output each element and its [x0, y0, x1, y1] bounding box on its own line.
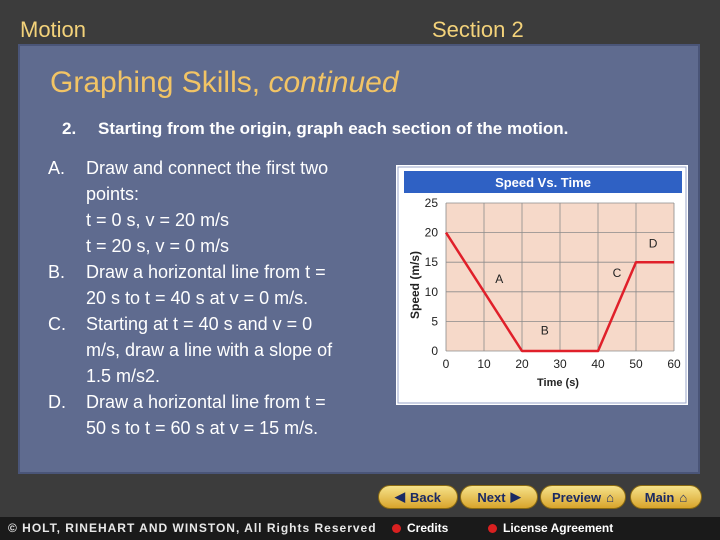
x-tick-label: 20 — [515, 357, 529, 371]
home-icon: ⌂ — [606, 489, 614, 505]
step-line: 20 s to t = 40 s at v = 0 m/s. — [86, 288, 309, 308]
x-tick-label: 50 — [629, 357, 643, 371]
step-line: t = 20 s, v = 0 m/s — [86, 236, 230, 256]
main-button[interactable] — [630, 485, 702, 509]
step-letter: C. — [48, 314, 66, 334]
arrow-right-icon: ▶ — [510, 489, 521, 504]
section-label: Section 2 — [432, 17, 524, 42]
step-a — [48, 155, 378, 259]
main-label: Main — [644, 489, 675, 505]
title-main: Graphing Skills, — [50, 66, 261, 99]
title-continued: continued — [268, 66, 399, 99]
x-tick-label: 0 — [442, 357, 450, 371]
step-line: m/s, draw a line with a slope of — [86, 340, 333, 360]
instruction-text: Starting from the origin, graph each section of the motion. — [98, 119, 569, 138]
y-axis-label: Speed (m/s) — [408, 250, 422, 320]
chart-title: Speed Vs. Time — [495, 175, 591, 190]
back-button[interactable] — [378, 485, 458, 509]
step-line: t = 0 s, v = 20 m/s — [86, 210, 230, 230]
section-label: B — [540, 323, 549, 338]
step-d — [48, 389, 378, 441]
slide-title — [50, 66, 399, 100]
y-tick-label: 15 — [424, 255, 438, 270]
arrow-left-icon: ◀ — [394, 489, 405, 504]
license-label: License Agreement — [503, 521, 614, 535]
next-label: Next — [477, 489, 506, 505]
next-button[interactable] — [460, 485, 538, 509]
copyright-text: © HOLT, RINEHART AND WINSTON, All Rights Reserved — [8, 521, 377, 535]
chapter-label: Motion — [20, 17, 87, 42]
chart-svg — [396, 165, 688, 405]
y-tick-label: 10 — [424, 284, 438, 299]
steps-list — [48, 155, 378, 441]
x-tick-label: 30 — [553, 357, 567, 371]
x-tick-label: 10 — [477, 357, 491, 371]
y-tick-label: 20 — [424, 225, 438, 240]
step-line: Draw and connect the first two — [86, 158, 329, 178]
y-tick-label: 5 — [431, 314, 438, 329]
step-line: 50 s to t = 60 s at v = 15 m/s. — [86, 418, 319, 438]
step-letter: D. — [48, 392, 66, 412]
bullet-icon — [488, 524, 497, 533]
step-letter: A. — [48, 158, 66, 178]
preview-label: Preview — [551, 489, 602, 505]
back-label: Back — [409, 489, 442, 505]
credits-link[interactable] — [392, 521, 448, 535]
instruction-line — [62, 119, 568, 139]
x-axis-label: Time (s) — [537, 377, 579, 389]
bullet-icon — [392, 524, 401, 533]
step-line: Draw a horizontal line from t = — [86, 262, 326, 282]
instruction-number: 2. — [62, 119, 77, 138]
home-icon: ⌂ — [679, 489, 688, 505]
x-tick-label: 40 — [591, 357, 605, 371]
step-c — [48, 311, 378, 389]
step-b — [48, 259, 378, 311]
section-label: C — [612, 266, 622, 280]
y-tick-label: 25 — [424, 196, 438, 210]
speed-time-chart — [396, 165, 688, 405]
step-letter: B. — [48, 262, 66, 282]
credits-label: Credits — [407, 521, 449, 535]
step-line: points: — [86, 184, 140, 204]
step-line: Draw a horizontal line from t = — [86, 392, 326, 412]
step-line: Starting at t = 40 s and v = 0 — [86, 314, 313, 334]
section-label: D — [648, 236, 658, 251]
y-tick-label: 0 — [431, 344, 438, 358]
slide-header — [0, 0, 720, 44]
license-link[interactable] — [488, 521, 613, 535]
x-tick-label: 60 — [667, 357, 681, 371]
step-line: 1.5 m/s2. — [86, 366, 161, 386]
preview-button[interactable] — [540, 485, 626, 509]
section-label: A — [495, 271, 504, 286]
